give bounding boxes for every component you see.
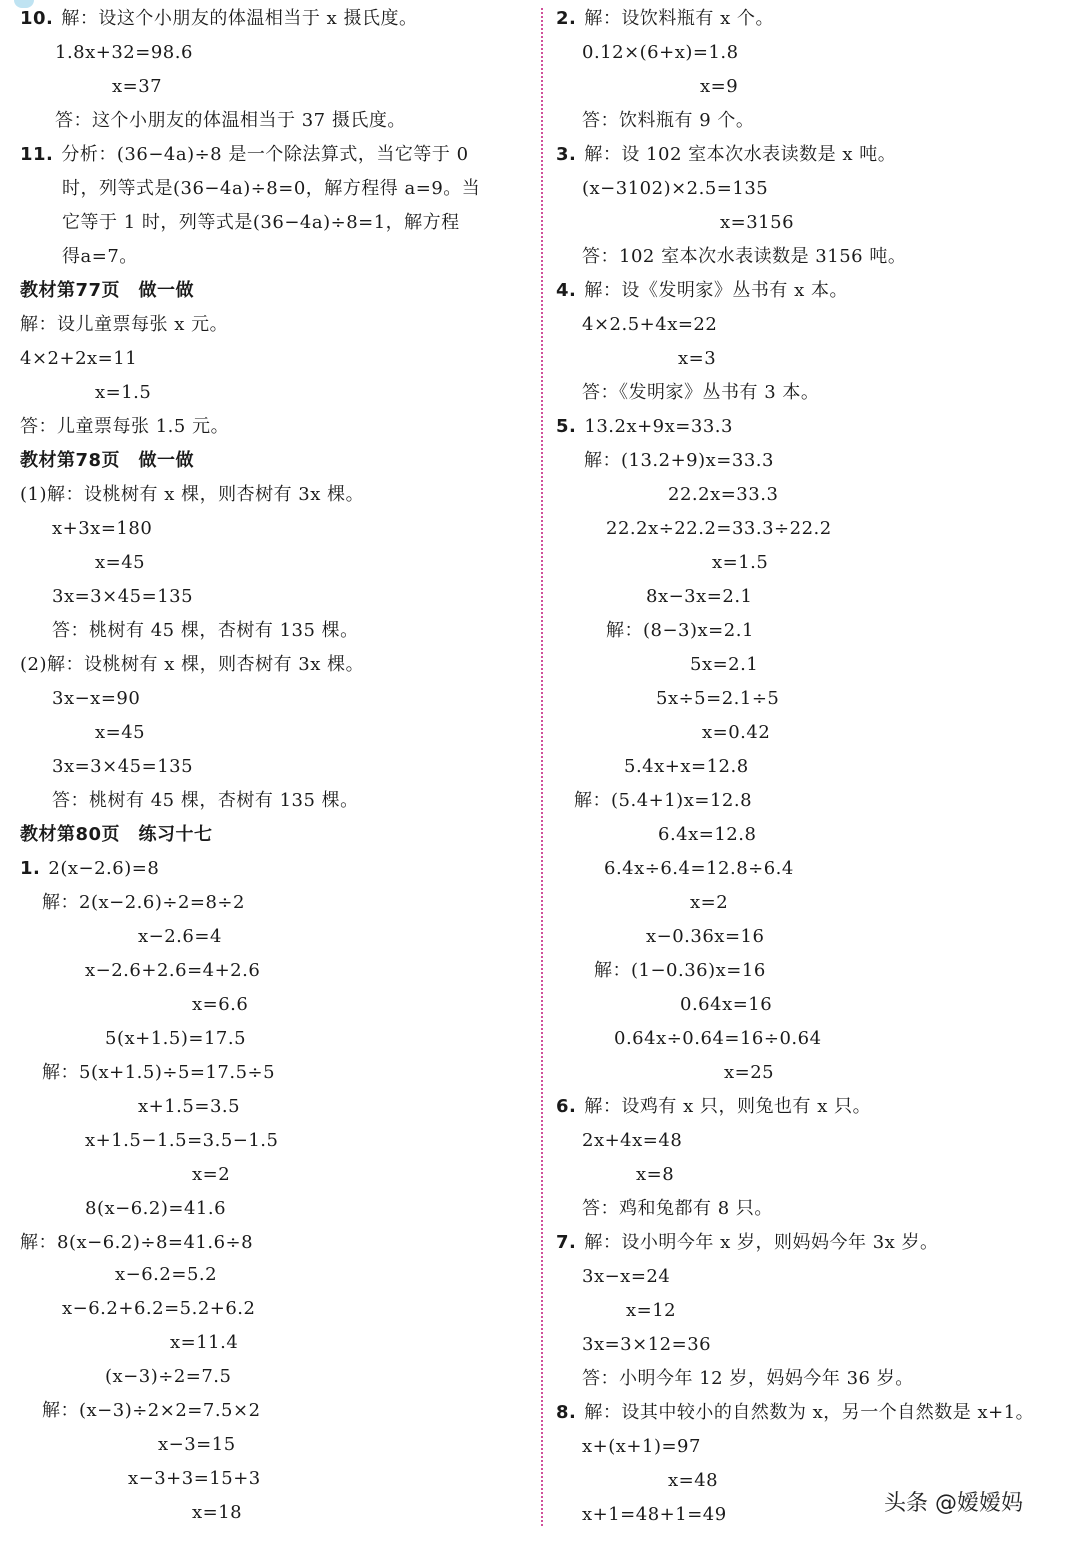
section-heading [20,450,194,472]
solution-line [20,416,229,438]
line-text: 答：饮料瓶有 9 个。 [582,110,755,131]
line-text: (2)解：设桃树有 x 棵，则杏树有 3x 棵。 [20,654,365,675]
solution-line [626,1300,676,1322]
line-text: 解：设《发明家》丛书有 x 本。 [584,280,848,301]
solution-line [668,1470,718,1492]
line-text: 解：(1−0.36)x=16 [594,960,766,981]
solution-line [636,1164,674,1186]
solution-line [582,178,768,200]
line-text: 2x+4x=48 [582,1130,683,1151]
line-text: 5x÷5=2.1÷5 [656,688,780,709]
line-text: 22.2x=33.3 [668,484,779,505]
solution-line [95,722,145,744]
line-text: x+1.5−1.5=3.5−1.5 [85,1130,279,1151]
line-text: 0.12×(6+x)=1.8 [582,42,739,63]
line-text: (x−3102)×2.5=135 [582,178,769,199]
solution-line [680,994,772,1016]
line-text: 1.8x+32=98.6 [55,42,193,63]
solution-line [85,1130,278,1152]
line-text: 解：5(x+1.5)÷5=17.5÷5 [42,1062,276,1083]
line-text: 4×2+2x=11 [20,348,138,369]
line-text: 6.4x=12.8 [658,824,757,845]
line-text: 教材第77页 做一做 [20,280,195,301]
line-text: 解：(x−3)÷2×2=7.5×2 [42,1400,261,1421]
problem-number: 6. [556,1096,577,1117]
line-text: 解：设小明今年 x 岁，则妈妈今年 3x 岁。 [584,1232,939,1253]
solution-line [20,348,137,370]
solution-line [42,892,245,914]
problem-number: 4. [556,280,577,301]
solution-line [556,8,774,30]
solution-line [128,1468,261,1490]
solution-line [556,280,848,302]
line-text: 解：(13.2+9)x=33.3 [584,450,774,471]
section-heading [20,280,194,302]
problem-number: 1. [20,858,41,879]
line-text: 8(x−6.2)=41.6 [85,1198,227,1219]
line-text: 解：8(x−6.2)÷8=41.6÷8 [20,1232,254,1253]
line-text: x+(x+1)=97 [582,1436,701,1457]
section-heading [20,824,213,846]
line-text: 解：(8−3)x=2.1 [606,620,754,641]
line-text: x=9 [700,76,739,97]
line-text: 6.4x÷6.4=12.8÷6.4 [604,858,794,879]
solution-line [606,620,754,642]
line-text: 3x=3×45=135 [52,756,194,777]
solution-line [138,926,222,948]
solution-line [582,42,739,64]
line-text: x=48 [668,1470,719,1491]
solution-line [556,416,733,438]
solution-line [690,654,758,676]
solution-line [584,450,774,472]
line-text: 答：《发明家》丛书有 3 本。 [582,382,820,403]
solution-line [20,314,228,336]
line-text: x=2 [690,892,729,913]
solution-line [690,892,728,914]
solution-line [112,76,162,98]
line-text: 它等于 1 时，列等式是(36−4a)÷8=1，解方程 [62,212,460,233]
line-text: 3x=3×12=36 [582,1334,712,1355]
solution-line [574,790,752,812]
line-text: 3x=3×45=135 [52,586,194,607]
solution-line [582,382,819,404]
line-text: 时，列等式是(36−4a)÷8=0，解方程得 a=9。当 [62,178,481,199]
line-text: 5.4x+x=12.8 [624,756,749,777]
solution-line [55,42,193,64]
line-text: x−6.2+6.2=5.2+6.2 [62,1298,256,1319]
line-text: x+1=48+1=49 [582,1504,727,1525]
problem-number: 3. [556,144,577,165]
solution-line [62,246,138,268]
solution-line [85,960,260,982]
solution-line [52,756,193,778]
line-text: 5(x+1.5)=17.5 [105,1028,247,1049]
line-text: x−6.2=5.2 [115,1264,218,1285]
solution-line [624,756,749,778]
solution-line [582,314,717,336]
problem-number: 8. [556,1402,577,1423]
solution-line [115,1264,217,1286]
solution-line [192,994,248,1016]
solution-line [105,1366,231,1388]
line-text: 解：设鸡有 x 只，则兔也有 x 只。 [584,1096,872,1117]
solution-line [556,1232,939,1254]
line-text: 答：这个小朋友的体温相当于 37 摄氏度。 [55,110,406,131]
problem-number: 10. [20,8,54,29]
solution-line [582,1334,711,1356]
line-text: 答：鸡和兔都有 8 只。 [582,1198,773,1219]
solution-line [105,1028,246,1050]
line-text: 解：设 102 室本次水表读数是 x 吨。 [584,144,897,165]
problem-number: 7. [556,1232,577,1253]
solution-line [192,1164,230,1186]
problem-number: 11. [20,144,54,165]
solution-line [582,246,906,268]
line-text: 答：小明今年 12 岁，妈妈今年 36 岁。 [582,1368,914,1389]
line-text: x=37 [112,76,163,97]
line-text: 13.2x+9x=33.3 [584,416,733,437]
solution-line [20,858,159,880]
line-text: 解：设这个小朋友的体温相当于 x 摄氏度。 [61,8,418,29]
line-text: x=18 [192,1502,243,1523]
solution-line [582,110,754,132]
solution-line [594,960,766,982]
solution-line [658,824,756,846]
line-text: x−3+3=15+3 [128,1468,261,1489]
line-text: 2(x−2.6)=8 [48,858,160,879]
solution-line [95,552,145,574]
solution-line [556,144,896,166]
line-text: 答：桃树有 45 棵，杏树有 135 棵。 [52,620,359,641]
line-text: 答：桃树有 45 棵，杏树有 135 棵。 [52,790,359,811]
solution-line [556,1096,871,1118]
line-text: x−3=15 [158,1434,236,1455]
line-text: x=25 [724,1062,775,1083]
solution-line [668,484,778,506]
line-text: x−2.6=4 [138,926,222,947]
solution-line [606,518,832,540]
line-text: 分析：(36−4a)÷8 是一个除法算式，当它等于 0 [61,144,469,165]
solution-line [158,1434,236,1456]
column-divider [541,8,543,1526]
solution-line [582,1436,701,1458]
line-text: x=3156 [720,212,795,233]
solution-line [192,1502,242,1524]
corner-decoration [14,0,34,8]
solution-line [582,1198,773,1220]
line-text: x−2.6+2.6=4+2.6 [85,960,261,981]
solution-line [20,1232,253,1254]
line-text: (1)解：设桃树有 x 棵，则杏树有 3x 棵。 [20,484,365,505]
watermark: 头条 @嫒嫒妈 [884,1491,1023,1516]
line-text: x=3 [678,348,717,369]
solution-line [20,484,364,506]
line-text: 4×2.5+4x=22 [582,314,718,335]
line-text: 解：设儿童票每张 x 元。 [20,314,229,335]
solution-line [52,518,152,540]
solution-line [700,76,738,98]
solution-line [20,144,469,166]
solution-line [712,552,768,574]
line-text: 解：(5.4+1)x=12.8 [574,790,753,811]
solution-line [62,1298,255,1320]
line-text: x=6.6 [192,994,249,1015]
solution-line [95,382,151,404]
line-text: 0.64x=16 [680,994,773,1015]
line-text: 得a=7。 [62,246,138,267]
solution-line [42,1400,261,1422]
solution-line [582,1368,914,1390]
line-text: x=0.42 [702,722,771,743]
line-text: x=11.4 [170,1332,239,1353]
solution-line [656,688,779,710]
line-text: 解：设其中较小的自然数为 x，另一个自然数是 x+1。 [584,1402,1035,1423]
solution-line [138,1096,240,1118]
solution-line [20,8,417,30]
line-text: 22.2x÷22.2=33.3÷22.2 [606,518,832,539]
solution-line [85,1198,226,1220]
line-text: x=2 [192,1164,231,1185]
solution-line [62,212,460,234]
solution-line [52,688,140,710]
solution-line [52,620,359,642]
line-text: 教材第80页 练习十七 [20,824,213,845]
solution-line [582,1130,682,1152]
line-text: x+1.5=3.5 [138,1096,241,1117]
solution-line [702,722,770,744]
line-text: x=1.5 [712,552,769,573]
line-text: x+3x=180 [52,518,153,539]
line-text: x=45 [95,722,146,743]
solution-line [55,110,406,132]
solution-line [20,654,364,676]
line-text: 3x−x=24 [582,1266,671,1287]
line-text: x=1.5 [95,382,152,403]
line-text: x=12 [626,1300,677,1321]
line-text: 答：儿童票每张 1.5 元。 [20,416,230,437]
solution-line [720,212,794,234]
solution-line [614,1028,822,1050]
solution-line [582,1266,670,1288]
solution-line [582,1504,727,1526]
solution-line [646,586,753,608]
line-text: x=45 [95,552,146,573]
solution-line [646,926,764,948]
line-text: 0.64x÷0.64=16÷0.64 [614,1028,822,1049]
solution-line [678,348,716,370]
line-text: 答：102 室本次水表读数是 3156 吨。 [582,246,907,267]
line-text: 解：2(x−2.6)÷2=8÷2 [42,892,245,913]
line-text: 5x=2.1 [690,654,759,675]
solution-line [52,586,193,608]
solution-line [52,790,359,812]
line-text: 解：设饮料瓶有 x 个。 [584,8,774,29]
solution-line [556,1402,1034,1424]
solution-line [62,178,480,200]
solution-line [604,858,794,880]
line-text: 教材第78页 做一做 [20,450,195,471]
solution-line [42,1062,275,1084]
line-text: 3x−x=90 [52,688,141,709]
line-text: (x−3)÷2=7.5 [105,1366,232,1387]
line-text: x−0.36x=16 [646,926,765,947]
line-text: x=8 [636,1164,675,1185]
problem-number: 2. [556,8,577,29]
solution-line [724,1062,774,1084]
problem-number: 5. [556,416,577,437]
solution-line [170,1332,238,1354]
line-text: 8x−3x=2.1 [646,586,753,607]
